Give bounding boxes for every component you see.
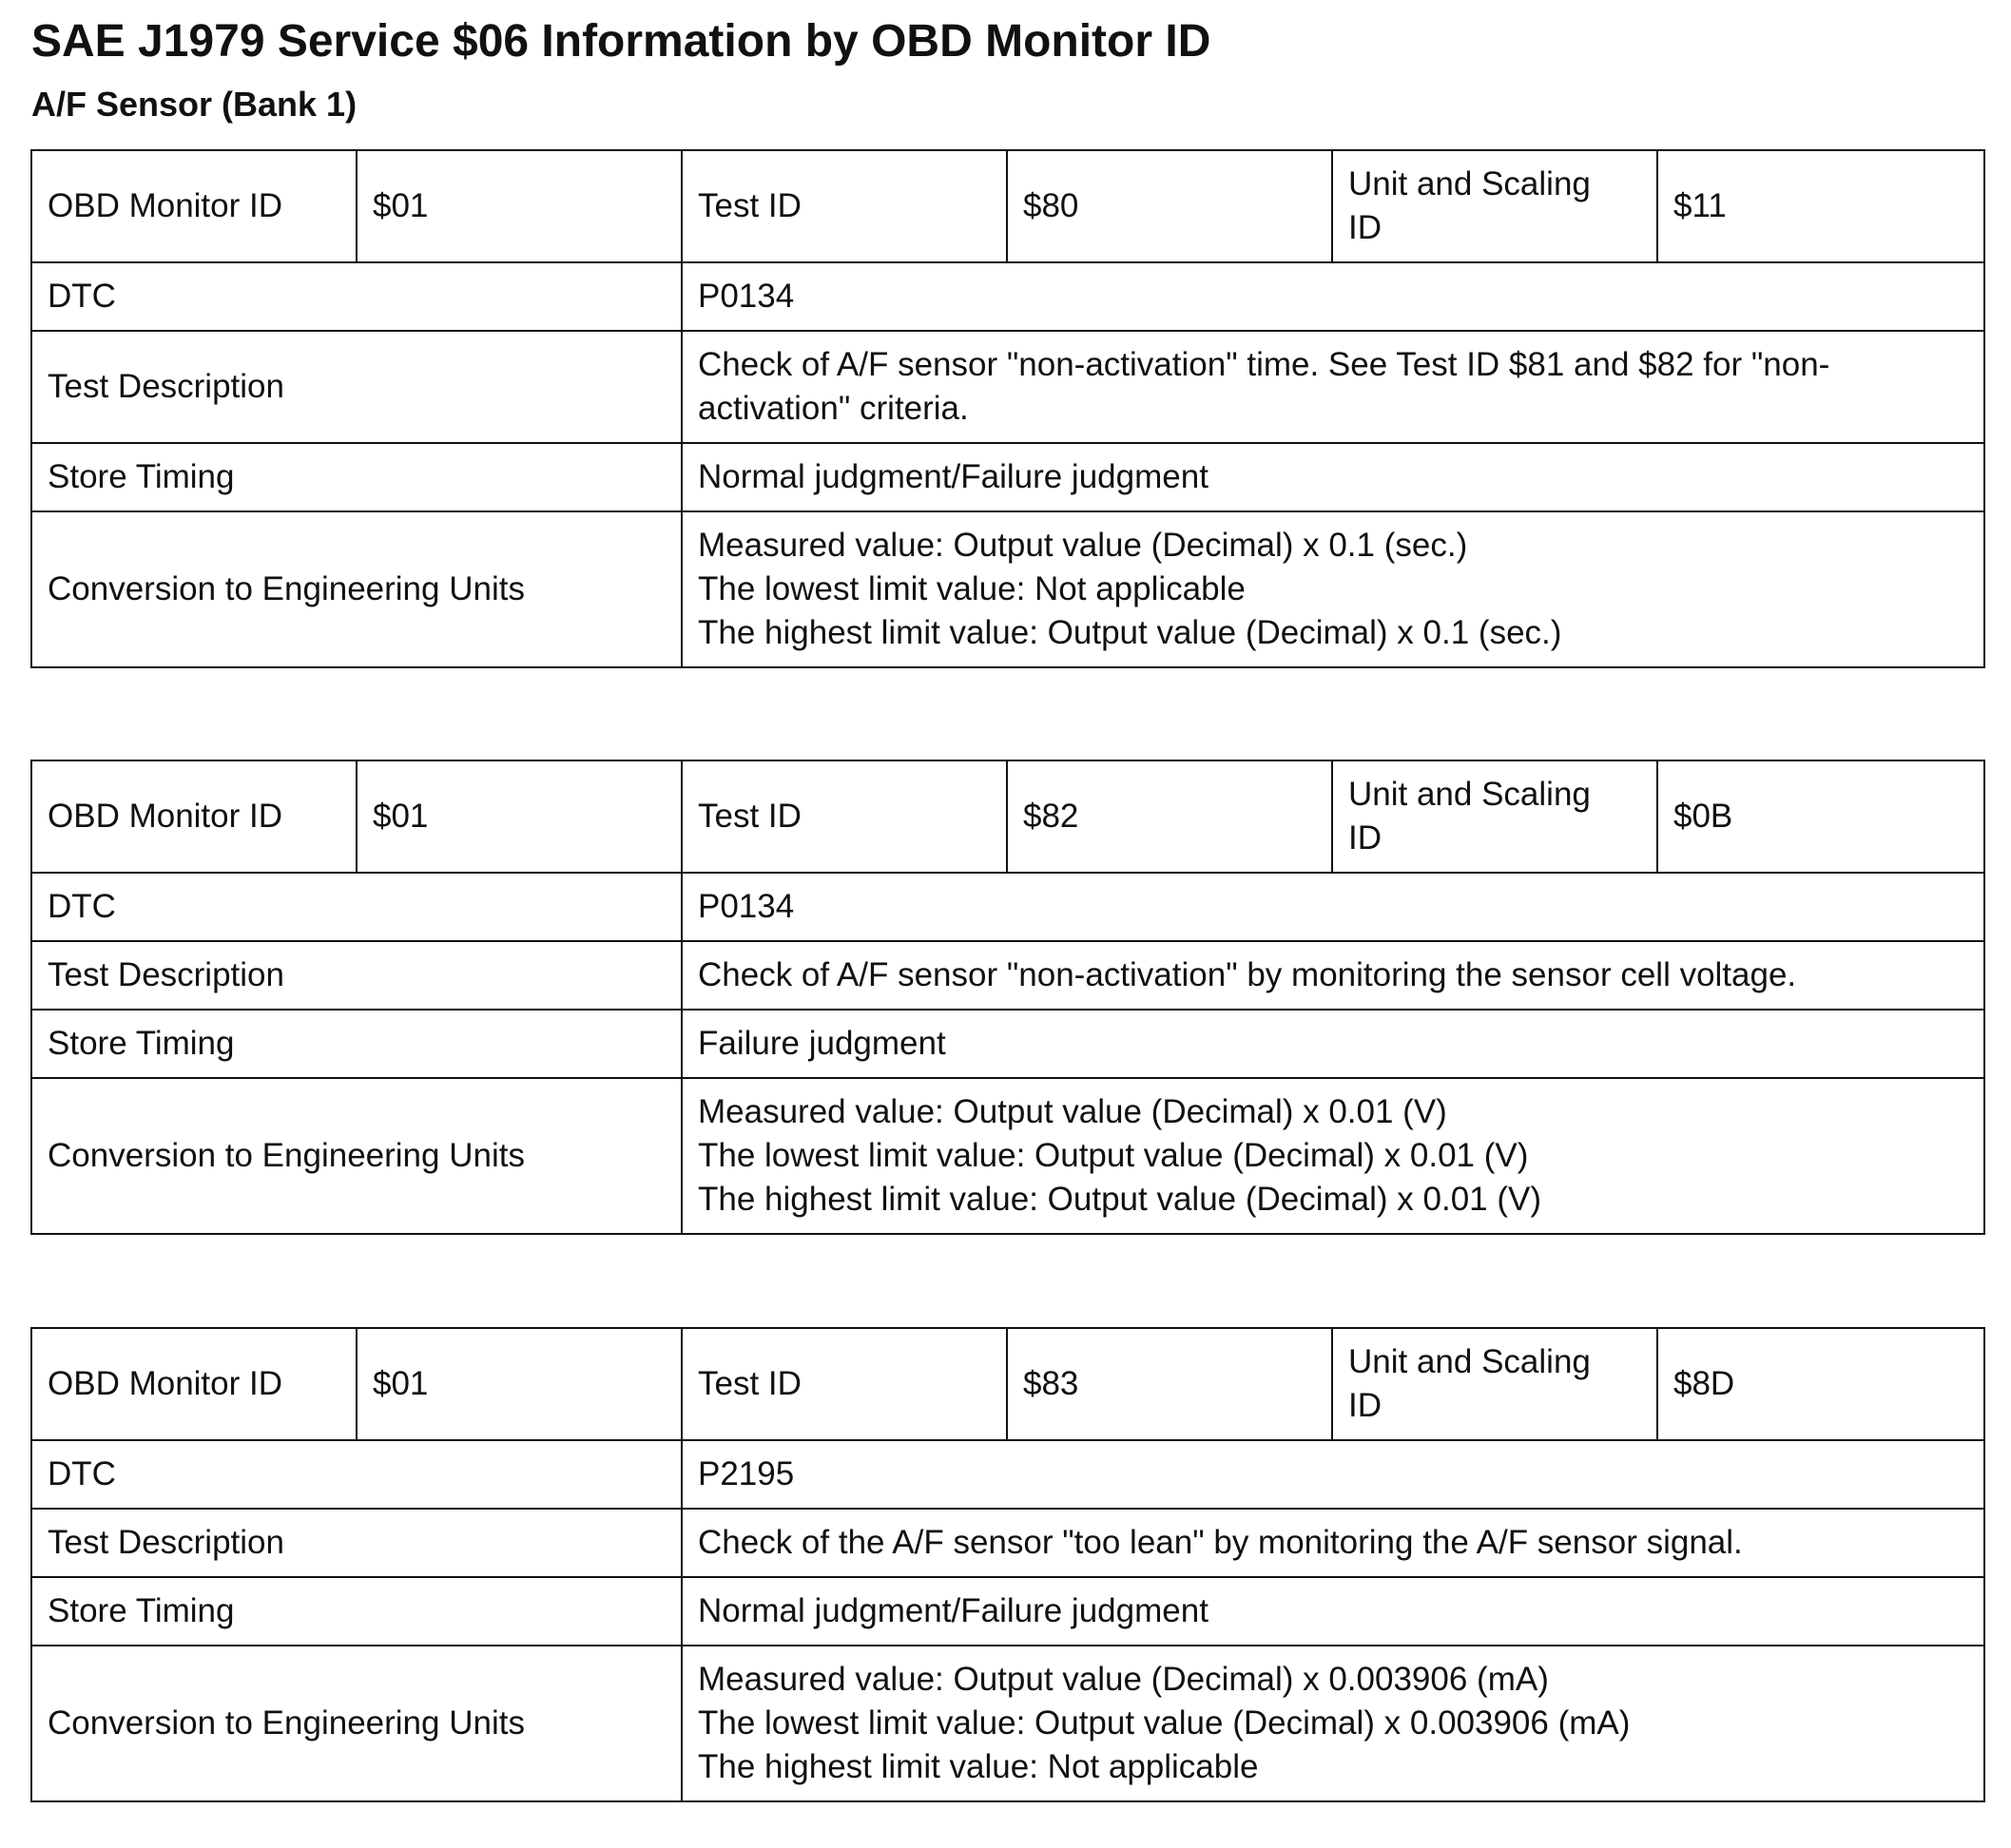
page-title: SAE J1979 Service $06 Information by OBD Monitor ID bbox=[31, 16, 1211, 67]
lowest-limit-line: The lowest limit value: Output value (Decimal) x 0.003906 (mA) bbox=[698, 1704, 1631, 1742]
store-timing-value: Normal judgment/Failure judgment bbox=[682, 443, 1984, 511]
test-id-value: $83 bbox=[1007, 1328, 1332, 1440]
measured-value-line: Measured value: Output value (Decimal) x 0.1 (sec.) bbox=[698, 527, 1468, 564]
store-timing-label: Store Timing bbox=[31, 1010, 682, 1078]
test-description-label: Test Description bbox=[31, 1509, 682, 1577]
test-description-row bbox=[31, 1509, 1984, 1577]
lowest-limit-line: The lowest limit value: Not applicable bbox=[698, 570, 1246, 607]
conversion-value bbox=[682, 1078, 1984, 1234]
service-table-1 bbox=[30, 149, 1985, 668]
unit-scaling-id-value: $0B bbox=[1657, 760, 1984, 873]
conversion-label: Conversion to Engineering Units bbox=[31, 1646, 682, 1801]
test-description-label: Test Description bbox=[31, 331, 682, 443]
dtc-label: DTC bbox=[31, 873, 682, 941]
conversion-label: Conversion to Engineering Units bbox=[31, 1078, 682, 1234]
measured-value-line: Measured value: Output value (Decimal) x 0.003906 (mA) bbox=[698, 1661, 1549, 1698]
test-id-value: $82 bbox=[1007, 760, 1332, 873]
store-timing-row bbox=[31, 443, 1984, 511]
store-timing-value: Normal judgment/Failure judgment bbox=[682, 1577, 1984, 1646]
unit-scaling-id-label: Unit and Scaling ID bbox=[1332, 150, 1657, 262]
conversion-row bbox=[31, 1078, 1984, 1234]
store-timing-row bbox=[31, 1577, 1984, 1646]
store-timing-row bbox=[31, 1010, 1984, 1078]
highest-limit-line: The highest limit value: Not applicable bbox=[698, 1748, 1259, 1785]
conversion-row bbox=[31, 1646, 1984, 1801]
service-table-2 bbox=[30, 760, 1985, 1235]
dtc-value: P0134 bbox=[682, 873, 1984, 941]
id-row bbox=[31, 150, 1984, 262]
id-row bbox=[31, 760, 1984, 873]
unit-scaling-id-value: $11 bbox=[1657, 150, 1984, 262]
service-table-3 bbox=[30, 1327, 1985, 1802]
test-description-row bbox=[31, 331, 1984, 443]
dtc-row bbox=[31, 1440, 1984, 1509]
dtc-row bbox=[31, 873, 1984, 941]
conversion-value bbox=[682, 511, 1984, 667]
store-timing-label: Store Timing bbox=[31, 1577, 682, 1646]
id-row bbox=[31, 1328, 1984, 1440]
unit-scaling-id-label: Unit and Scaling ID bbox=[1332, 760, 1657, 873]
dtc-row bbox=[31, 262, 1984, 331]
obd-monitor-id-value: $01 bbox=[357, 1328, 682, 1440]
test-id-value: $80 bbox=[1007, 150, 1332, 262]
test-description-label: Test Description bbox=[31, 941, 682, 1010]
test-description-value: Check of A/F sensor "non-activation" time. See Test ID $81 and $82 for "non-activation" criteria. bbox=[682, 331, 1984, 443]
dtc-label: DTC bbox=[31, 262, 682, 331]
obd-monitor-id-value: $01 bbox=[357, 760, 682, 873]
page-subtitle: A/F Sensor (Bank 1) bbox=[31, 85, 358, 124]
dtc-label: DTC bbox=[31, 1440, 682, 1509]
obd-monitor-id-label: OBD Monitor ID bbox=[31, 760, 357, 873]
lowest-limit-line: The lowest limit value: Output value (Decimal) x 0.01 (V) bbox=[698, 1137, 1529, 1174]
unit-scaling-id-value: $8D bbox=[1657, 1328, 1984, 1440]
obd-monitor-id-value: $01 bbox=[357, 150, 682, 262]
dtc-value: P2195 bbox=[682, 1440, 1984, 1509]
test-description-value: Check of A/F sensor "non-activation" by monitoring the sensor cell voltage. bbox=[682, 941, 1984, 1010]
dtc-value: P0134 bbox=[682, 262, 1984, 331]
highest-limit-line: The highest limit value: Output value (Decimal) x 0.01 (V) bbox=[698, 1181, 1542, 1218]
store-timing-label: Store Timing bbox=[31, 443, 682, 511]
unit-scaling-id-label: Unit and Scaling ID bbox=[1332, 1328, 1657, 1440]
test-id-label: Test ID bbox=[682, 1328, 1007, 1440]
conversion-row bbox=[31, 511, 1984, 667]
test-description-value: Check of the A/F sensor "too lean" by monitoring the A/F sensor signal. bbox=[682, 1509, 1984, 1577]
test-id-label: Test ID bbox=[682, 760, 1007, 873]
conversion-value bbox=[682, 1646, 1984, 1801]
obd-monitor-id-label: OBD Monitor ID bbox=[31, 150, 357, 262]
highest-limit-line: The highest limit value: Output value (Decimal) x 0.1 (sec.) bbox=[698, 614, 1562, 651]
measured-value-line: Measured value: Output value (Decimal) x 0.01 (V) bbox=[698, 1093, 1447, 1130]
store-timing-value: Failure judgment bbox=[682, 1010, 1984, 1078]
conversion-label: Conversion to Engineering Units bbox=[31, 511, 682, 667]
test-id-label: Test ID bbox=[682, 150, 1007, 262]
test-description-row bbox=[31, 941, 1984, 1010]
obd-monitor-id-label: OBD Monitor ID bbox=[31, 1328, 357, 1440]
